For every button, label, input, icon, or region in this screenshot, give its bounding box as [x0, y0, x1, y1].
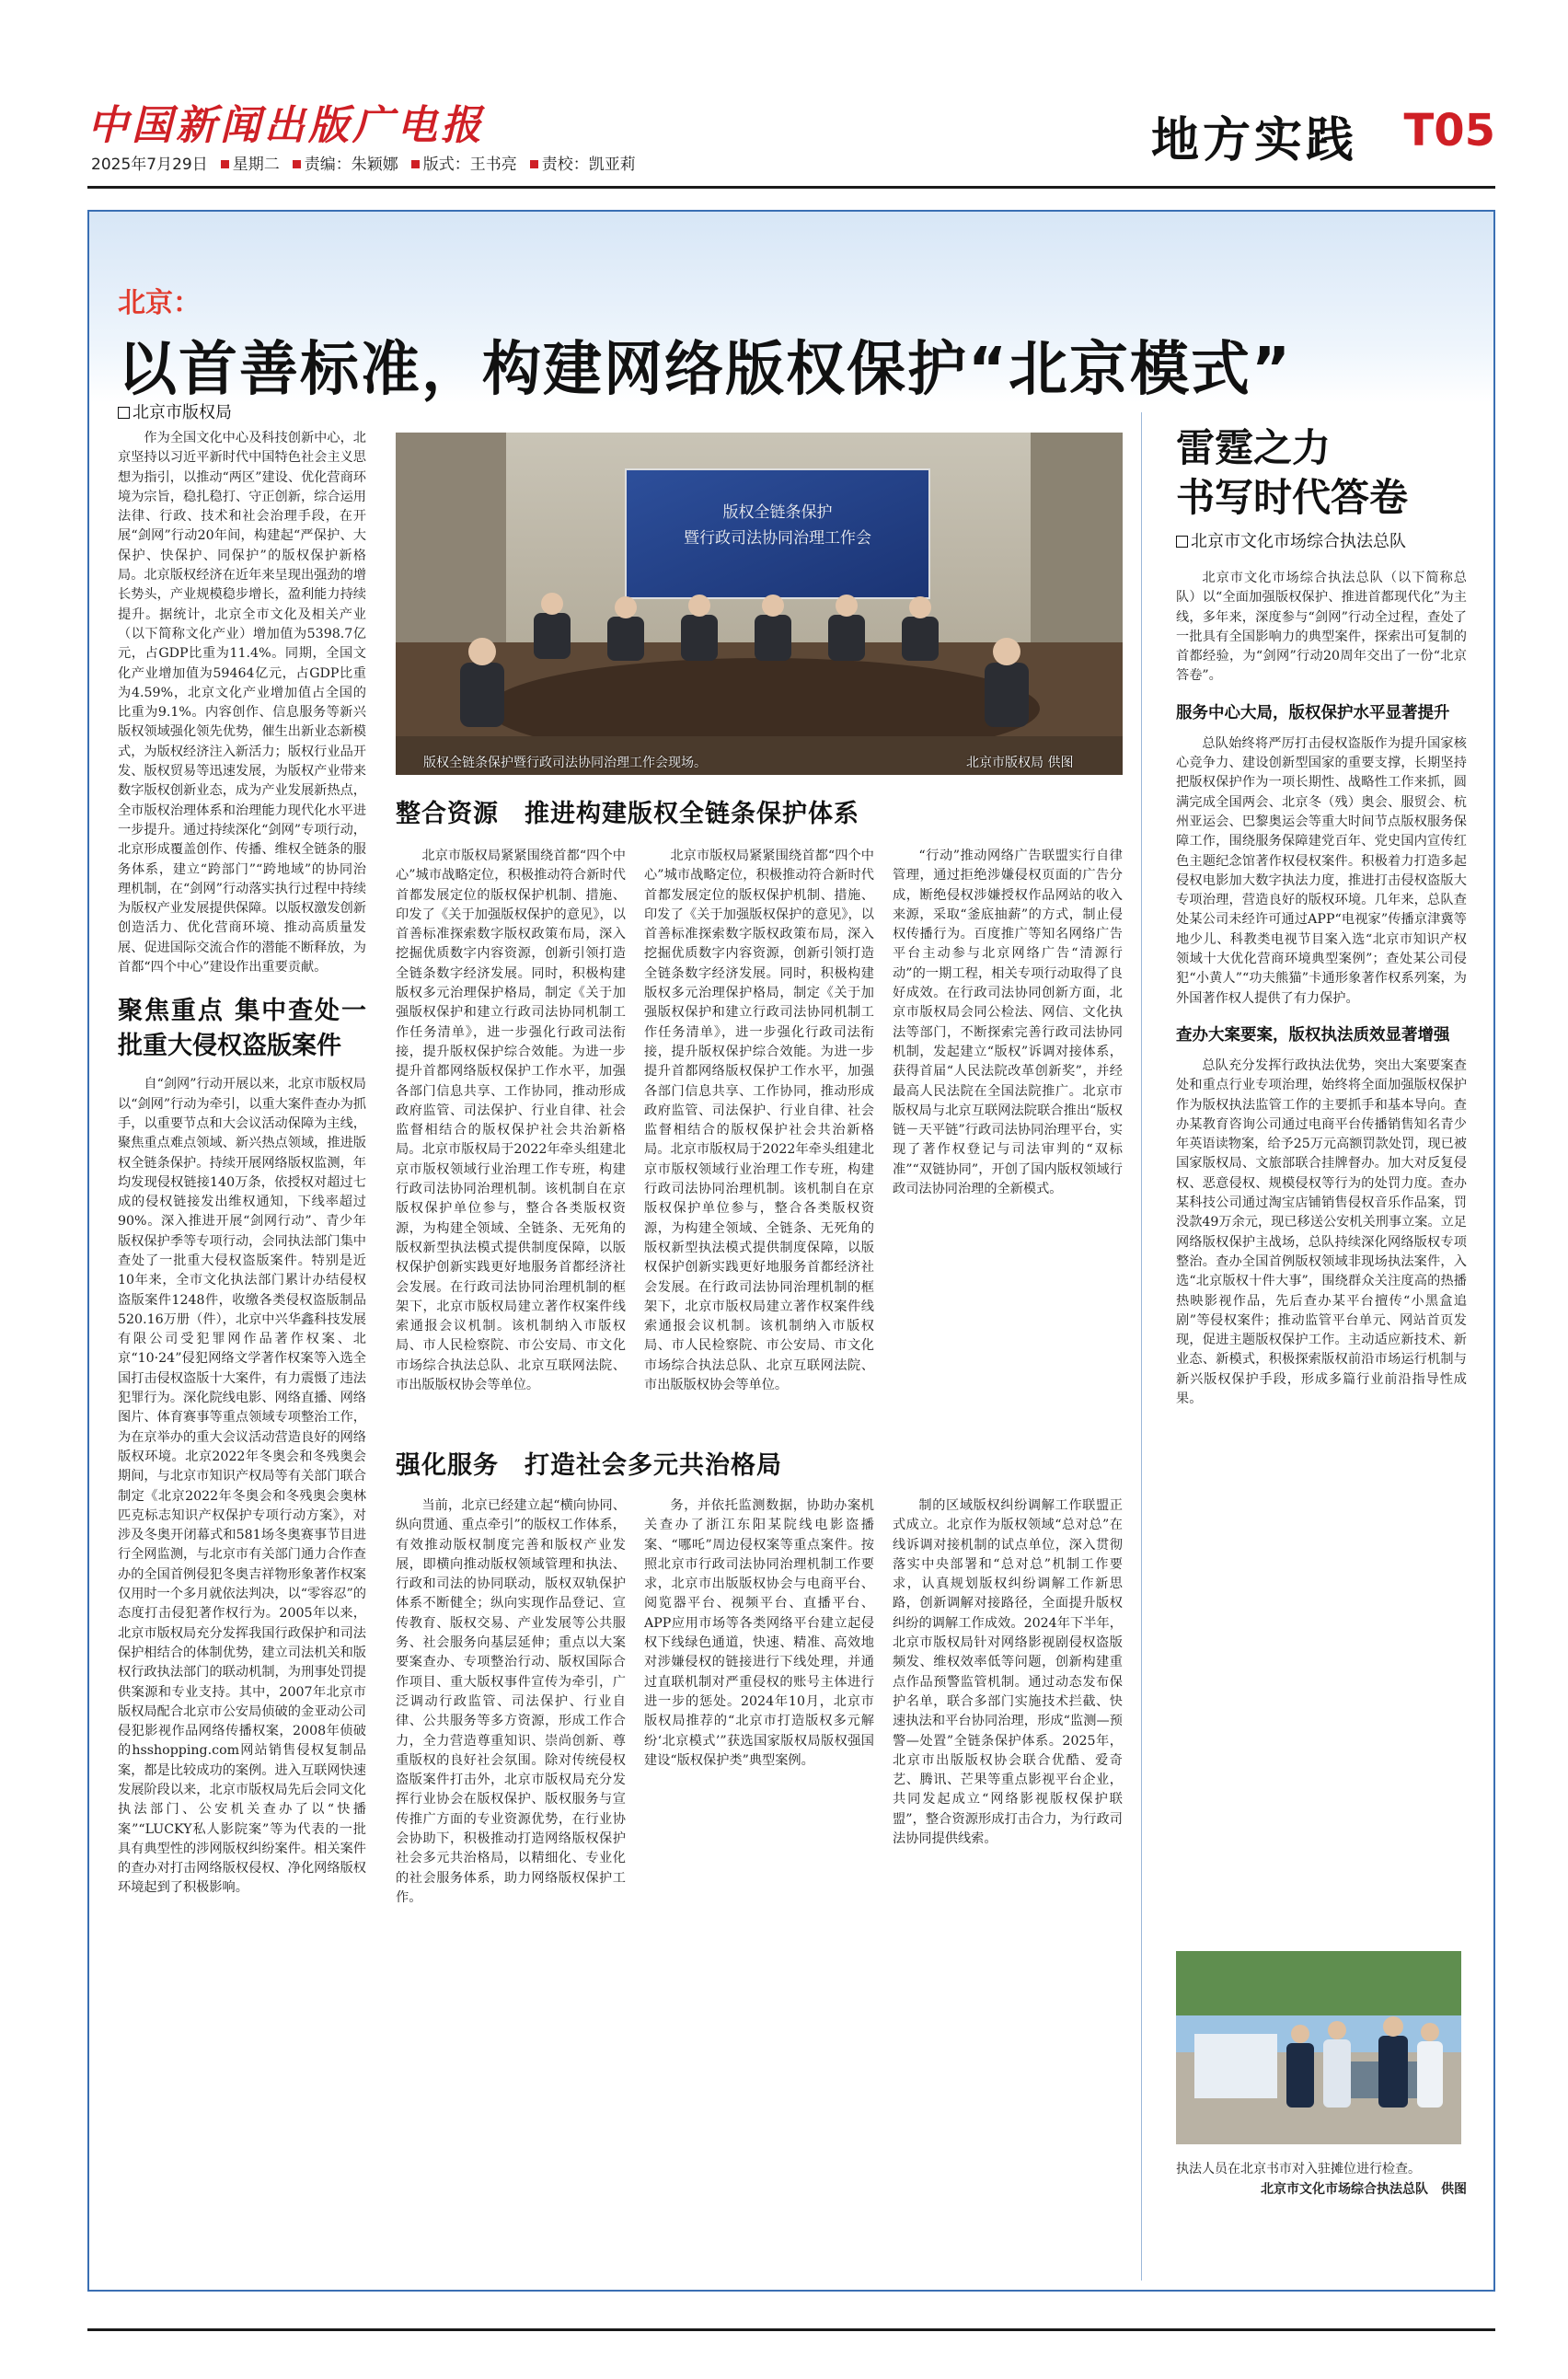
article-column-6 [644, 1496, 874, 2269]
subhead-integrate-resources: 整合资源 推进构建版权全链条保护体系 [396, 800, 859, 828]
page-number: T05 [1403, 105, 1495, 156]
sidebar-byline-text: 北京市文化市场综合执法总队 [1191, 532, 1406, 551]
masthead-rule [87, 186, 1495, 189]
column-7-text: 制的区域版权纠纷调解工作联盟正式成立。北京作为版权领域“总对总”在线诉调对接机制的试点单位，深入贯彻落实中央部署和“总对总”机制工作要求，认真规划版权纠纷调解工作新思路，创新调解对接路径，全面提升版权纠纷的调解工作成效。2024年下半年，北京市版权局针对网络影视剧侵权盗版频发、维权效率低等问题，创新构建重点作品预警监管机制。通过动态发布保护名单，联合多部门实施技术拦截、快速执法和平台协同治理，形成“监测—预警—处置”全链条保护体系。2025年，北京市出版版权协会联合优酷、爱奇艺、腾讯、芒果等重点影视平台企业，共同发起成立“网络影视版权保护联盟”，整合资源形成打击合力，为行政司法协同提供线索。 [893, 1498, 1123, 1847]
article-byline [118, 399, 232, 423]
column-1-subhead: 聚焦重点 集中查处一批重大侵权盗版案件 [118, 997, 366, 1061]
issue-date: 2025年7月29日 [91, 156, 208, 174]
sidebar-column [1176, 569, 1467, 1940]
article-column-2 [396, 847, 626, 1436]
column-5-text: 当前，北京已经建立起“横向协同、纵向贯通、重点牵引”的版权工作体系，有效推动版权制度完善和版权产业发展，即横向推动版权领域管理和执法、行政和司法的协同联动，版权双轨保护体系不断健全；纵向实现作品登记、宣传教育、版权交易、产业发展等公共服务、社会服务向基层延伸；重点以大案要案查办、专项整治行动、版权国际合作项目、重大版权事件宣传为牵引，广泛调动行政监管、司法保护、行业自律、公共服务等多方资源，形成工作合力，全力营造尊重知识、崇尚创新、尊重版权的良好社会氛围。除对传统侵权盗版案件打击外，北京市版权局充分发挥行业协会在版权保护、版权服务与宣传推广方面的专业资源优势，在行业协会协助下，积极推动打造网络版权保护社会多元共治格局，以精细化、专业化的社会服务体系，助力网络版权保护工作。 [396, 1498, 626, 1905]
sidebar-subhead-1: 服务中心大局，版权保护水平显著提升 [1176, 703, 1450, 722]
article-column-5 [396, 1496, 626, 2269]
banner-text-2: 暨行政司法协同治理工作会 [684, 529, 871, 548]
issue-weekday: 星期二 [232, 156, 280, 174]
meeting-scene-image [396, 433, 1123, 775]
issue-meta [91, 151, 649, 174]
designer: 版式：王书亮 [422, 156, 517, 174]
article-kicker: 北京： [118, 287, 201, 319]
inspection-photo [1176, 1951, 1461, 2144]
newspaper-logo: 中国新闻出版广电报 [87, 102, 485, 149]
article-headline: 以首善标准，构建网络版权保护“北京模式” [118, 336, 1293, 404]
meeting-photo [396, 433, 1123, 775]
byline-text: 北京市版权局 [133, 403, 232, 422]
sidebar-byline [1176, 528, 1406, 552]
byline-box-icon [118, 407, 130, 419]
sidebar-divider [1141, 412, 1142, 2281]
subhead-strengthen-service: 强化服务 打造社会多元共治格局 [396, 1451, 782, 1480]
sidebar-title [1176, 423, 1470, 523]
sidebar-title-text: 雷霆之力 书写时代答卷 [1176, 425, 1409, 520]
sidebar-text-1: 总队始终将严厉打击侵权盗版作为提升国家核心竞争力、建设创新型国家的重要支撑，长期坚持把版权保护作为一项长期性、战略性工作来抓，圆满完成全国两会、北京冬（残）奥会、服贸会、杭州亚运会、巴黎奥运会等重大时间节点版权服务保障工作，围绕服务保障建党百年、党史国内宣传红色主题纪念馆著作权侵权案件。积极着力打造多起侵权电影加大数字执法力度，推进打击侵权盗版大专项治理，营造良好的版权环境。几年来，总队查处某公司未经许可通过APP“电视家”传播京津冀等地少儿、科教类电视节目案入选“北京市知识产权领域十大优化营商环境典型案例”；查处某公司侵犯“小黄人”“功夫熊猫”卡通形象著作权系列案，为外国著作权人提供了有力保护。 [1176, 735, 1467, 1006]
article-column-3 [644, 847, 874, 1436]
inspection-scene-image [1176, 1951, 1461, 2144]
sidebar-subhead-2: 查办大案要案，版权执法质效显著增强 [1176, 1025, 1450, 1045]
article-column-7 [893, 1496, 1123, 2269]
column-2-text: 北京市版权局紧紧围绕首都“四个中心”城市战略定位，积极推动符合新时代首都发展定位的版权保护机制、措施、印发了《关于加强版权保护的意见》，以首善标准探索数字版权政策布局，深入挖掘优质数字内容资源，创新引领打造全链条数字经济发展。同时，积极构建版权多元治理保护格局，制定《关于加强版权保护和建立行政司法协同机制工作任务清单》，进一步强化行政司法衔接，提升版权保护综合效能。为进一步提升首都网络版权保护工作水平，加强各部门信息共享、工作协同，推动形成政府监管、司法保护、行业自律、社会监督相结合的版权保护社会共治新格局。北京市版权局于2022年牵头组建北京市版权领域行业治理工作专班，构建行政司法协同治理机制。该机制自在京版权保护单位参与，整合各类版权资源，为构建全领域、全链条、无死角的版权新型执法模式提供制度保障，以版权保护创新实践更好地服务首都经济社会发展。在行政司法协同治理机制的框架下，北京市版权局建立著作权案件线索通报会议机制。该机制纳入市版权局、市人民检察院、市公安局、市文化市场综合执法总队、北京互联网法院、市出版版权协会等单位。 [396, 849, 626, 1393]
meeting-photo-credit: 北京市版权局 供图 [966, 756, 1074, 770]
sidebar-byline-box-icon [1176, 536, 1188, 548]
inspection-photo-credit: 北京市文化市场综合执法总队 供图 [1261, 2182, 1467, 2197]
sidebar-text-2: 总队充分发挥行政执法优势，突出大案要案查处和重点行业专项治理，始终将全面加强版权保护作为版权执法监管工作的主要抓手和基本导向。查办某教育咨询公司通过电商平台传播销售知名青少年英语读物案，给予25万元高额罚款处罚，现已被国家版权局、文旅部联合挂牌督办。加大对反复侵权、恶意侵权、规模侵权等行为的处罚力度。查办某科技公司通过淘宝店铺销售侵权音乐作品案，罚没款49万余元，现已移送公安机关刑事立案。立足网络版权保护主战场，总队持续深化网络版权专项整治。查办全国首例版权领域非现场执法案件，入选“北京版权十件大事”，围绕群众关注度高的热播热映影视作品，先后查办某平台擅传“小黑盒追剧”等侵权案件；推动监管平台单元、网站首页发现，促进主题版权保护工作。主动适应新技术、新业态、新模式，积极探索版权前沿市场运行机制与新兴版权保护手段，形成多篇行业前沿指导性成果。 [1176, 1057, 1467, 1406]
masthead [87, 92, 1495, 184]
article-column-4 [893, 847, 1123, 1436]
article-column-1 [118, 429, 366, 2269]
column-3-text: 北京市版权局紧紧围绕首都“四个中心”城市战略定位，积极推动符合新时代首都发展定位的版权保护机制、措施、印发了《关于加强版权保护的意见》，以首善标准探索数字版权政策布局，深入挖掘优质数字内容资源，创新引领打造全链条数字经济发展。同时，积极构建版权多元治理保护格局，制定《关于加强版权保护和建立行政司法协同机制工作任务清单》，进一步强化行政司法衔接，提升版权保护综合效能。为进一步提升首都网络版权保护工作水平，加强各部门信息共享、工作协同，推动形成政府监管、司法保护、行业自律、社会监督相结合的版权保护社会共治新格局。北京市版权局于2022年牵头组建北京市版权领域行业治理工作专班，构建行政司法协同治理机制。该机制自在京版权保护单位参与，整合各类版权资源，为构建全领域、全链条、无死角的版权新型执法模式提供制度保障，以版权保护创新实践更好地服务首都经济社会发展。在行政司法协同治理机制的框架下，北京市版权局建立著作权案件线索通报会议机制。该机制纳入市版权局、市人民检察院、市公安局、市文化市场综合执法总队、北京互联网法院、市出版版权协会等单位。 [644, 849, 874, 1393]
meeting-photo-caption: 版权全链条保护暨行政司法协同治理工作会现场。 [423, 756, 707, 770]
column-4-text: “行动”推动网络广告联盟实行自律管理，通过拒绝涉嫌侵权页面的广告分成，断绝侵权涉嫌授权作品网站的收入来源，采取“釜底抽薪”的方式，制止侵权传播行为。百度推广等知名网络广告平台主动参与北京网络广告“清源行动”的一期工程，相关专项行动取得了良好成效。在行政司法协同创新方面，北京市版权局会同公检法、网信、文化执法等部门，不断探索完善行政司法协同机制，发起建立“版权”诉调对接体系，获得首届“人民法院改革创新奖”，并经最高人民法院在全国法院推广。北京市版权局与北京互联网法院联合推出“版权链－天平链”行政司法协同治理平台，实现了著作权登记与司法审判的“双标准”“双链协同”，开创了国内版权领域行政司法协同治理的全新模式。 [893, 849, 1123, 1197]
column-1-text-2: 自“剑网”行动开展以来，北京市版权局以“剑网”行动为牵引，以重大案件查办为抓手，以重要节点和大会议活动保障为主线，聚焦重点难点领域、新兴热点领域，推进版权全链条保护。持续开展网络版权监测，年均发现侵权链接140万条，依授权对超过七成的侵权链接发出维权通知，下线率超过90%。深入推进开展“剑网行动”、青少年版权保护季等专项行动，会同执法部门集中查处了一批重大侵权盗版案件。特别是近10年来，全市文化执法部门累计办结侵权盗版案件1248件，收缴各类侵权盗版制品520.16万册（件），北京中兴华鑫科技发展有限公司受犯罪网作品著作权案、北京“10·24”侵犯网络文学著作权案等入选全国打击侵权盗版十大案件，有力震慑了违法犯罪行为。深化院线电影、网络直播、网络图片、体育赛事等重点领域专项整治工作，为在京举办的重大会议活动营造良好的网络版权环境。北京2022年冬奥会和冬残奥会期间，与北京市知识产权局等有关部门联合制定《北京2022年冬奥会和冬残奥会奥林匹克标志知识产权保护专项行动方案》，对涉及冬奥开闭幕式和581场冬奥赛事节目进行全网监测，与北京市有关部门通力合作查办的全国首例侵犯冬奥吉祥物形象著作权案仅用时一个多月就依法判决，以“零容忍”的态度打击侵犯著作权行为。2005年以来，北京市版权局充分发挥我国行政保护和司法保护相结合的体制优势，建立司法机关和版权行政执法部门的联动机制，为刑事处罚提供案源和专业支持。其中，2007年北京市版权局配合北京市公安局侦破的金亚动公司侵犯影视作品网络传播权案，2008年侦破的hsshopping.com网站销售侵权复制品案，都是比较成功的案例。进入互联网快速发展阶段以来，北京市版权局先后会同文化执法部门、公安机关查办了以“快播案”“LUCKY私人影院案”等为代表的一批具有典型性的涉网版权纠纷案件。相关案件的查办对打击网络版权侵权、净化网络版权环境起到了积极影响。 [118, 1077, 366, 1896]
bottom-rule [87, 2328, 1495, 2331]
inspection-photo-caption: 执法人员在北京书市对入驻摊位进行检查。 [1176, 2162, 1421, 2177]
column-1-text: 作为全国文化中心及科技创新中心，北京坚持以习近平新时代中国特色社会主义思想为指引，以推动“两区”建设、优化营商环境为宗旨，稳扎稳打、守正创新，综合运用法律、行政、技术和社会治理手段，在开展“剑网”行动20年间，构建起“严保护、大保护、快保护、同保护”的版权保护新格局。北京版权经济在近年来呈现出强劲的增长势头，产业规模稳步增长，盈利能力持续提升。据统计，北京全市文化及相关产业（以下简称文化产业）增加值为5398.7亿元，占GDP比重为11.4%。同期，全国文化产业增加值为59464亿元，占GDP比重为4.59%，北京文化产业增加值占全国的比重为9.1%。内容创作、信息服务等新兴版权领域强化领先优势，催生出新业态新模式，为版权经济注入新活力；版权行业品开发、版权贸易等迅速发展，为版权产业带来数字版权创新业态，成为产业发展新热点，全市版权治理体系和治理能力现代化水平进一步提升。通过持续深化“剑网”专项行动，北京形成覆盖创作、传播、维权全链条的服务体系，建立“跨部门”“跨地域”的协同治理机制，在“剑网”行动落实执行过程中持续为版权产业发展提供保障。以版权激发创新创造活力、优化营商环境、推动高质量发展、促进国际交流合作的潜能不断释放，为首都“四个中心”建设作出重要贡献。 [118, 431, 366, 976]
banner-text-1: 版权全链条保护 [722, 503, 833, 522]
column-6-text: 务，并依托监测数据，协助办案机关查办了浙江东阳某院线电影盗播案、“哪吒”周边侵权案等重点案件。按照北京市行政司法协同治理机制工作要求，北京市出版版权协会与电商平台、阅览器平台、视频平台、直播平台、APP应用市场等各类网络平台建立起侵权下线绿色通道，快速、精准、高效地对涉嫌侵权的链接进行下线处理，并通过直联机制对严重侵权的账号主体进行进一步的惩处。2024年10月，北京市版权局推荐的“北京市打造版权多元解纷‘北京模式’”获选国家版权局版权强国建设“版权保护类”典型案例。 [644, 1498, 874, 1768]
editor: 责编：朱颖娜 [304, 156, 398, 174]
proofreader: 责校：凯亚莉 [541, 156, 636, 174]
section-name: 地方实践 [1150, 113, 1357, 168]
sidebar-intro: 北京市文化市场综合执法总队（以下简称总队）以“全面加强版权保护、推进首都现代化”为主线，多年来，深度参与“剑网”行动全过程，查处了一批具有全国影响力的典型案件，探索出可复制的首都经验，为“剑网”行动20周年交出了一份“北京答卷”。 [1176, 571, 1467, 684]
